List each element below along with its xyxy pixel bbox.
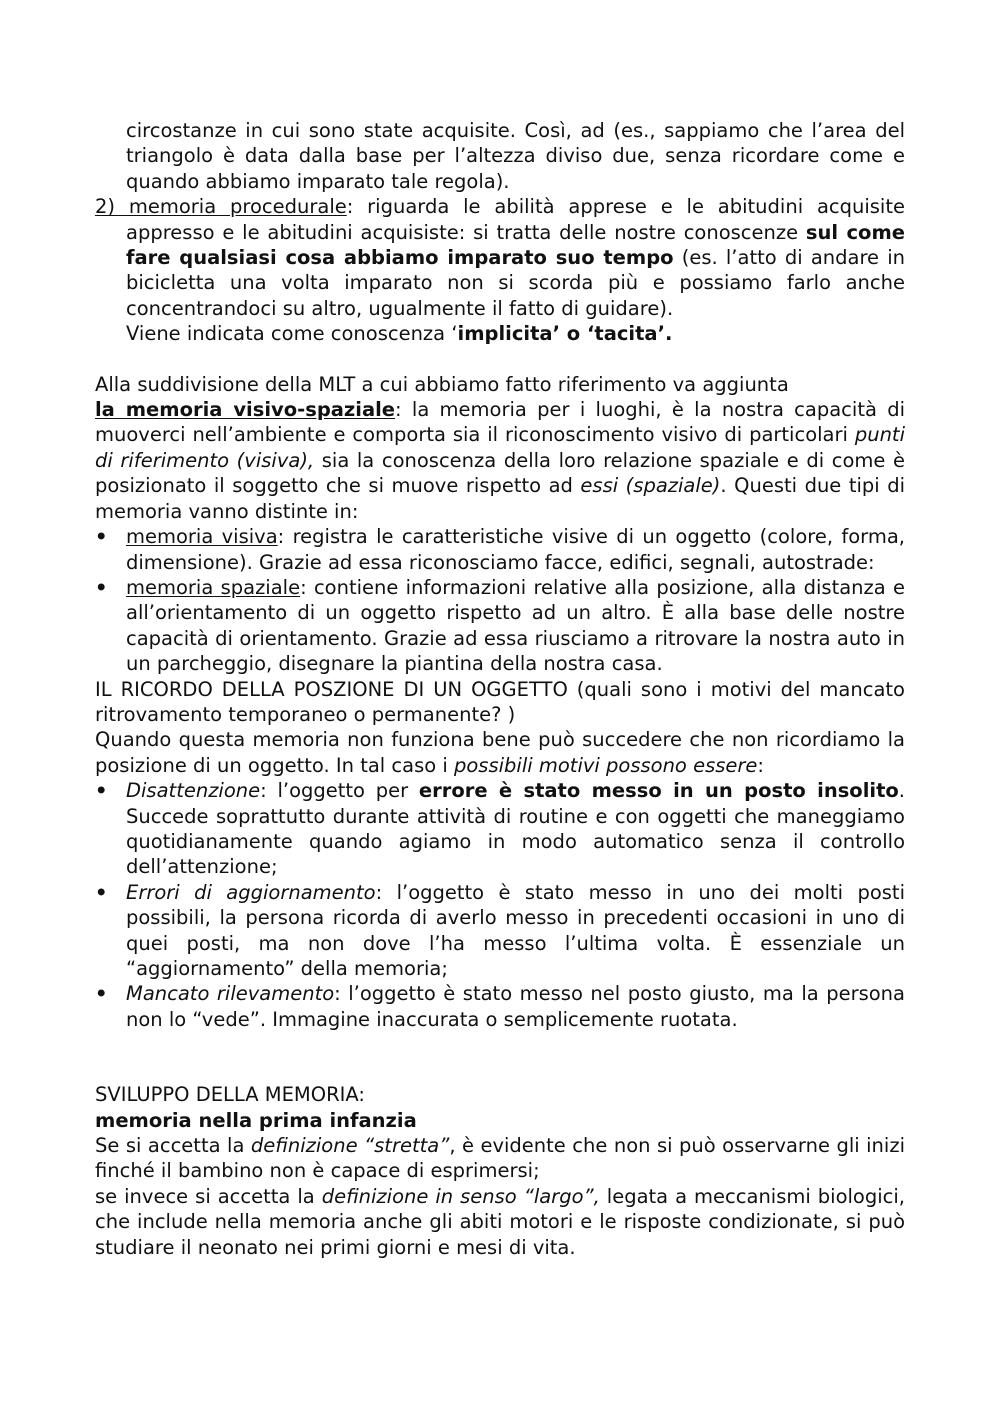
bullet-icon: • (95, 779, 108, 803)
italic-phrase: definizione “stretta” (250, 1134, 450, 1158)
bullet-icon: • (95, 575, 108, 599)
list-item-procedural-memory (95, 194, 905, 321)
text-span: , è evidente che non si può osservarne gli inizi finché il bambino non è capace di esprimersi; (95, 1134, 905, 1183)
italic-phrase: definizione in senso “largo”, (321, 1184, 600, 1208)
bullet-icon: • (95, 982, 108, 1006)
paragraph-acquisition-circumstances: circostanze in cui sono state acquisite. Così, ad (es., sappiamo che l’area del triangolo è data dalla base per l’altezza diviso due, senza ricordare come e quando abbiamo imparato tale regola). (126, 119, 905, 193)
bold-phrase: sul come fare qualsiasi cosa abbiamo imparato suo tempo (126, 220, 905, 270)
term-update-errors: Errori di aggiornamento (126, 880, 376, 904)
text-span: Se si accetta la (95, 1134, 251, 1158)
text-span: se invece si accetta la (95, 1184, 322, 1208)
heading-memory-development: SVILUPPO DELLA MEMORIA: (95, 1083, 365, 1107)
paragraph-implicit-note (95, 321, 905, 346)
text-span: : (757, 753, 764, 777)
italic-phrase: punti di riferimento (visiva), (95, 423, 905, 472)
term-spatial-memory: memoria spaziale (126, 575, 301, 599)
spacer (95, 1032, 905, 1082)
text-span: : la memoria per i luoghi, è la nostra capacità di muoverci nell’ambiente e comporta sia il riconoscimento visivo di particolari (95, 398, 905, 447)
term-inattention: Disattenzione (126, 779, 261, 803)
text-span: sia la conoscenza della loro relazione spaziale e di come è posizionato il soggetto che si muove rispetto ad (95, 448, 905, 498)
term-procedural-memory: 2) memoria procedurale (95, 195, 347, 219)
bullet-icon: • (95, 880, 108, 904)
spacer (95, 347, 905, 372)
text-span: Viene indicata come conoscenza ‘ (126, 322, 458, 346)
paragraph-strict-definition (95, 1133, 905, 1184)
paragraph-visuospatial-definition (95, 397, 905, 524)
text-span: : riguarda le abilità apprese e le abitudini acquisite appresso e le abitudini acquisiste: si tratta delle nostre conoscenze (126, 195, 905, 244)
text-span: : l’oggetto per (260, 779, 419, 803)
text-span: : l’oggetto è stato messo nel posto giusto, ma la persona non lo “vede”. Immagine inaccurata o semplicemente ruotata. (126, 982, 905, 1031)
term-visual-memory: memoria visiva (126, 525, 278, 549)
object-memory-list (95, 778, 905, 1032)
list-item-spatial-memory (95, 575, 905, 677)
list-item-missed-detection (95, 981, 905, 1032)
italic-phrase: possibili motivi possono essere (454, 753, 758, 777)
text-span: : contiene informazioni relative alla posizione, alla distanza e all’orientamento di un oggetto rispetto ad un altro. È alla base delle nostre capacità di orientamento. Grazie ad essa riusciamo a ritrovare la nostra auto in un parcheggio, disegnare la piantina della nostra casa. (126, 575, 905, 676)
text-span: . Succede soprattutto durante attività di routine e con oggetti che maneggiamo quotidianamente quando agiamo in modo automatico senza il controllo dell’attenzione; (126, 779, 905, 879)
text-span: Quando questa memoria non funziona bene può succedere che non ricordiamo la posizione di un oggetto. In tal caso i (95, 728, 905, 777)
paragraph-visuospatial-intro: Alla suddivisione della MLT a cui abbiamo fatto riferimento va aggiunta (95, 372, 789, 396)
italic-phrase: essi (spaziale) (580, 474, 721, 498)
bold-phrase: errore è stato messo in un posto insolito (418, 779, 899, 803)
list-item-inattention (95, 778, 905, 880)
heading-object-position: IL RICORDO DELLA POSZIONE DI UN OGGETTO (quali sono i motivi del mancato ritrovamento temporaneo o permanente? ) (95, 677, 905, 726)
list-item-visual-memory (95, 524, 905, 575)
paragraph-object-memory (95, 727, 905, 778)
visuospatial-list (95, 524, 905, 676)
paragraph-broad-definition (95, 1184, 905, 1260)
text-span: . Questi due tipi di memoria vanno distinte in: (95, 474, 906, 523)
bold-phrase: implicita’ o ‘tacita’. (457, 322, 673, 346)
text-span: : registra le caratteristiche visive di un oggetto (colore, forma, dimensione). Grazie ad essa riconosciamo facce, edifici, segnali, autostrade: (126, 525, 905, 574)
bullet-icon: • (95, 525, 108, 549)
term-missed-detection: Mancato rilevamento (126, 982, 335, 1006)
text-span: legata a meccanismi biologici, che include nella memoria anche gli abiti motori e le risposte condizionate, si può studiare il neonato nei primi giorni e mesi di vita. (95, 1184, 905, 1259)
text-span: (es. l’atto di andare in bicicletta una volta imparato non si scorda più e possiamo farlo anche concentrandoci su altro, ugualmente il fatto di guidare). (126, 246, 905, 320)
subheading-early-childhood: memoria nella prima infanzia (95, 1108, 417, 1132)
text-span: : l’oggetto è stato messo in uno dei molti posti possibili, la persona ricorda di averlo messo in precedenti occasioni in uno di quei posti, ma non dove l’ha messo l’ultima volta. È essenziale un “aggiornamento” della memoria; (126, 880, 905, 980)
list-item-update-errors (95, 880, 905, 982)
term-visuospatial-memory: la memoria visivo-spaziale (95, 398, 396, 422)
